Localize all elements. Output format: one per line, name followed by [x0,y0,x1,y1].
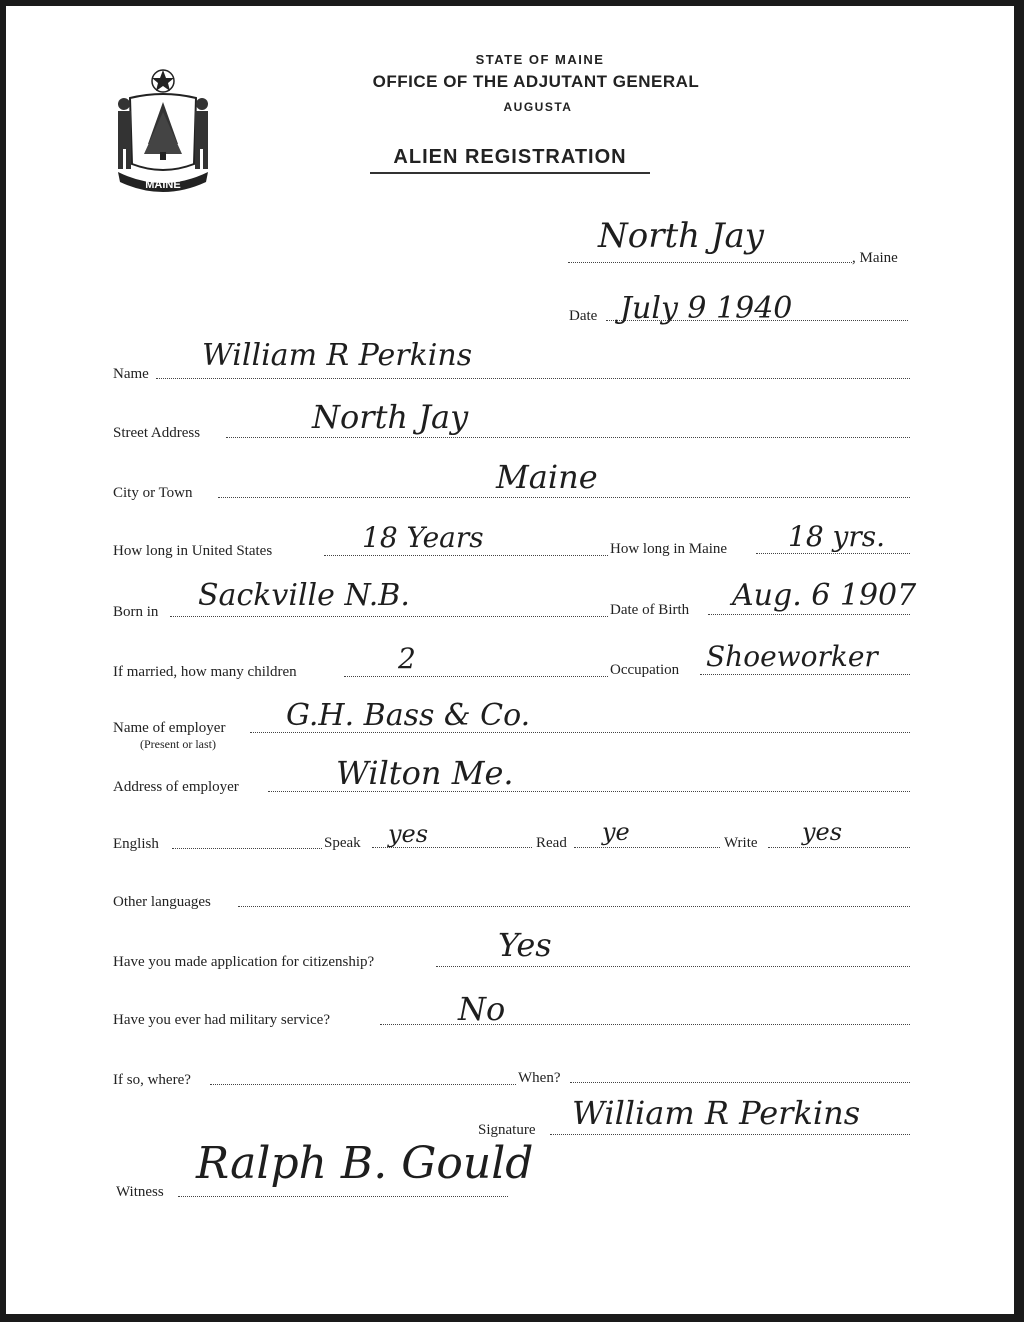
name-value: William R Perkins [202,338,473,373]
seal-text: MAINE [145,179,181,191]
when-label: When? [518,1070,561,1086]
children-label: If married, how many children [113,664,297,680]
witness-value: Ralph B. Gould [196,1138,534,1189]
military-value: No [458,990,506,1028]
date-label: Date [569,308,598,324]
how-long-maine-label: How long in Maine [610,541,728,557]
employer-value: G.H. Bass & Co. [286,698,531,733]
name-label: Name [113,366,149,382]
how-long-maine-value: 18 yrs. [788,520,886,553]
citizenship-value: Yes [498,926,552,964]
born-in-label: Born in [113,604,159,620]
city-town-label: City or Town [113,485,193,501]
street-label: Street Address [113,425,201,441]
read-label: Read [536,835,567,851]
other-languages-label: Other languages [113,894,211,910]
form-title: ALIEN REGISTRATION [370,146,650,174]
signature-value: William R Perkins [572,1094,861,1132]
military-label: Have you ever had military service? [113,1012,330,1028]
signature-label: Signature [478,1122,536,1138]
dob-label: Date of Birth [610,602,690,618]
date-value: July 9 1940 [620,291,793,326]
employer-label: Name of employer [113,720,226,736]
occupation-value: Shoeworker [706,640,878,673]
header-state: STATE OF MAINE [475,52,605,67]
speak-value: yes [388,820,429,848]
header-office: OFFICE OF THE ADJUTANT GENERAL [372,72,700,91]
header-city: AUGUSTA [503,100,573,114]
employer-address-label: Address of employer [113,779,239,795]
born-in-value: Sackville N.B. [198,578,410,613]
where-label: If so, where? [113,1072,191,1088]
citizenship-label: Have you made application for citizenship? [113,954,375,970]
speak-label: Speak [324,835,361,851]
write-value: yes [802,818,843,846]
children-value: 2 [398,642,416,675]
city-town-value: Maine [496,458,598,496]
witness-label: Witness [116,1184,164,1200]
how-long-us-value: 18 Years [362,521,484,554]
employer-note: (Present or last) [140,737,216,751]
occupation-label: Occupation [610,662,680,678]
write-label: Write [724,835,758,851]
registration-form [6,6,1014,1314]
dob-value: Aug. 6 1907 [732,578,917,613]
read-value: ye [602,818,630,846]
street-value: North Jay [312,398,469,436]
how-long-us-label: How long in United States [113,543,273,559]
maine-label: , Maine [852,250,898,266]
english-label: English [113,836,159,852]
employer-address-value: Wilton Me. [336,754,514,792]
town-value: North Jay [598,216,764,256]
